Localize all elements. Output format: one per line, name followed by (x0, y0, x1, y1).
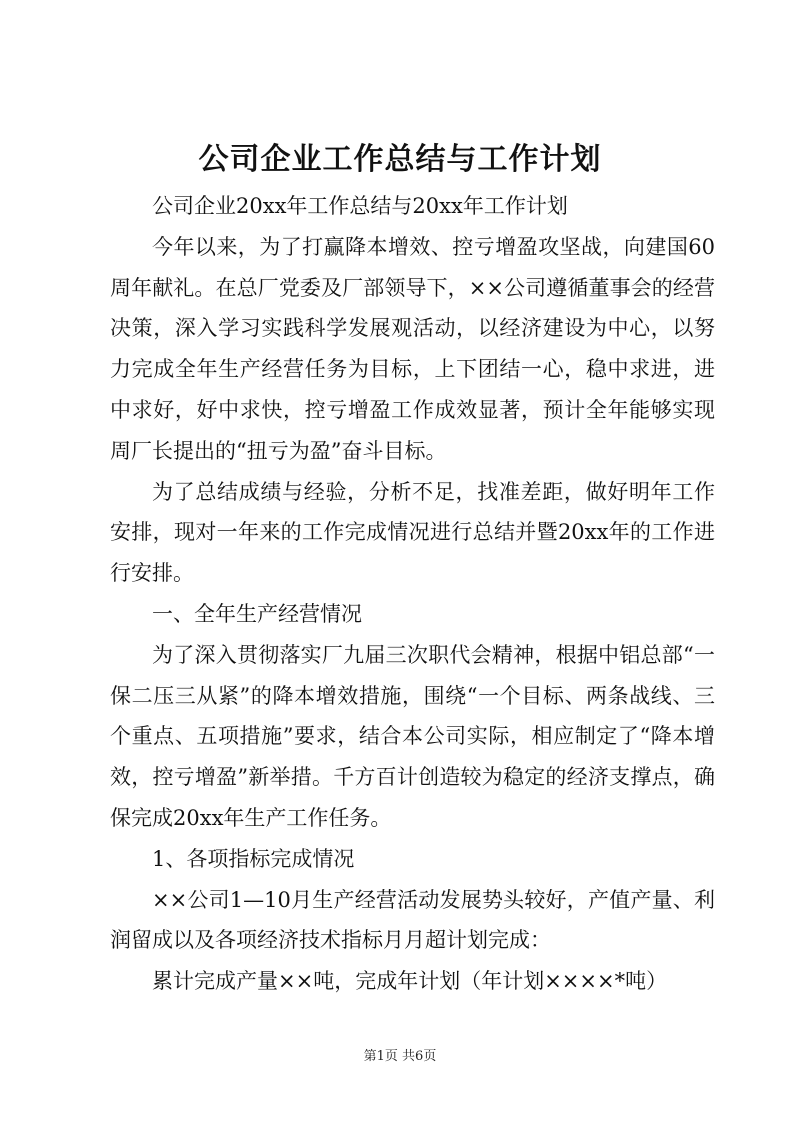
output-paragraph: 累计完成产量××吨，完成年计划（年计划××××*吨） (152, 969, 668, 994)
purpose-paragraph: 为了总结成绩与经验，分析不足，找准差距，做好明年工作安排，现对一年来的工作完成情况进行总结并暨20xx年的工作进行安排。 (110, 479, 715, 586)
document-body (110, 186, 715, 1002)
document-title: 公司企业工作总结与工作计划 (198, 142, 602, 177)
indicators-paragraph: ××公司1—10月生产经营活动发展势头较好，产值产量、利润留成以及各项经济技术指标月月超计划完成： (110, 887, 715, 953)
subtitle-paragraph: 公司企业20xx年工作总结与20xx年工作计划 (152, 194, 568, 218)
page-number-footer: 第1页 共6页 (363, 1049, 437, 1064)
section-1-paragraph: 为了深入贯彻落实厂九届三次职代会精神，根据中铝总部“一保二压三从紧”的降本增效措施，围绕“一个目标、两条战线、三个重点、五项措施”要求，结合本公司实际，相应制定了“降本增效，控亏增盈”新举措。千方百计创造较为稳定的经济支撑点，确保完成20xx年生产工作任务。 (110, 642, 715, 830)
subsection-heading-1: 1、各项指标完成情况 (152, 846, 355, 871)
intro-paragraph: 今年以来，为了打赢降本增效、控亏增盈攻坚战，向建国60周年献礼。在总厂党委及厂部领导下，××公司遵循董事会的经营决策，深入学习实践科学发展观活动，以经济建设为中心，以努力完成全年生产经营任务为目标，上下团结一心，稳中求进，进中求好，好中求快，控亏增盈工作成效显著，预计全年能够实现周厂长提出的“扭亏为盈”奋斗目标。 (110, 234, 715, 463)
section-heading-1: 一、全年生产经营情况 (152, 601, 362, 626)
